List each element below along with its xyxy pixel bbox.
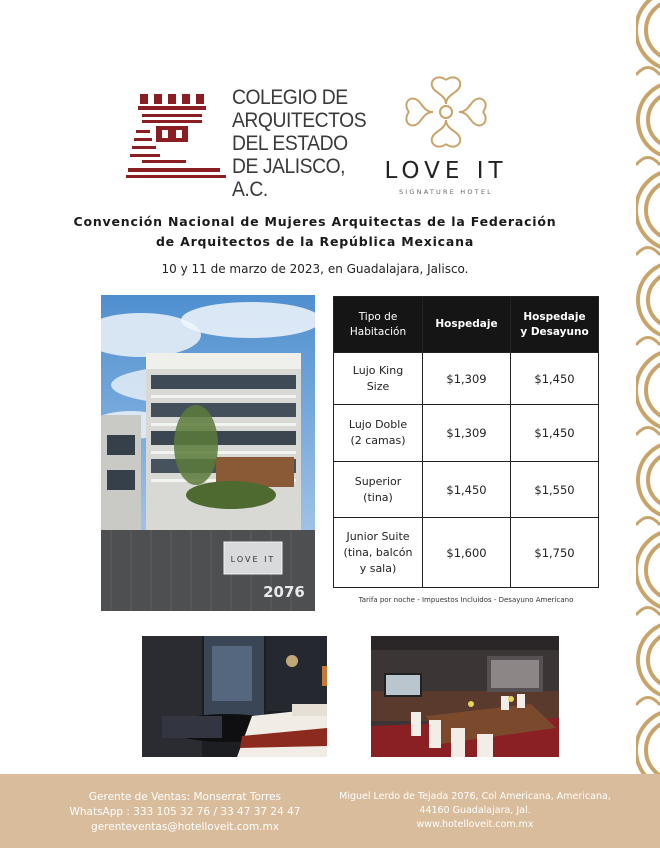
website: www.hotelloveit.com.mx (416, 819, 534, 830)
colegio-arquitectos-logo (126, 82, 367, 201)
love-it-hotel-logo (376, 72, 516, 202)
table-row (334, 353, 599, 405)
sales-contact (40, 790, 330, 835)
event-title-line: Convención Nacional de Mujeres Arquitectas de la Federación (73, 214, 557, 229)
lodging-price: $1,600 (423, 518, 511, 588)
lodging-breakfast-price: $1,450 (511, 353, 599, 405)
lodging-price: $1,309 (423, 353, 511, 405)
header-lodging: Hospedaje (423, 297, 511, 353)
lodging-breakfast-price: $1,550 (511, 462, 599, 518)
room-type-text: (2 camas) (350, 434, 406, 447)
room-type-cell (334, 405, 423, 462)
hotel-subtitle: SIGNATURE HOTEL (398, 188, 493, 196)
colegio-arquitectos-name (232, 86, 366, 201)
event-title (60, 212, 570, 252)
room-type-cell (334, 518, 423, 588)
colegio-name-line: DEL ESTADO (232, 132, 348, 155)
colegio-name-line: DE JALISCO, A.C. (232, 155, 346, 201)
building-number: 2076 (263, 583, 305, 601)
colegio-arquitectos-emblem (126, 86, 226, 182)
footer-contact-bar (0, 774, 660, 848)
header-text: Habitación (349, 325, 407, 338)
header-text: Tipo de (358, 310, 398, 323)
meeting-room-photo (371, 636, 559, 757)
sales-email: gerenteventas@hotelloveit.com.mx (91, 821, 279, 833)
lodging-breakfast-price: $1,450 (511, 405, 599, 462)
header-lodging-breakfast (511, 297, 599, 353)
event-date-place: 10 y 11 de marzo de 2023, en Guadalajara, Jalisco. (161, 262, 469, 276)
header-text: y Desayuno (520, 325, 589, 338)
room-type-text: (tina) (363, 490, 393, 504)
sales-manager: Gerente de Ventas: Monserrat Torres (88, 791, 282, 803)
room-type-text: Lujo Doble (348, 418, 408, 431)
lodging-price: $1,450 (423, 462, 511, 518)
building-sign-label: LOVE IT (230, 555, 276, 564)
table-row (334, 518, 599, 588)
decorative-gold-border (636, 0, 660, 774)
room-type-text: Junior Suite (346, 529, 410, 543)
hotel-building-photo (101, 295, 315, 611)
colegio-name-line: COLEGIO DE (232, 86, 348, 109)
rate-table-note: Tarifa por noche - Impuestos Incluidos - Desayuno Americano (358, 596, 574, 604)
whatsapp-numbers: WhatsApp : 333 105 32 76 / 33 47 37 24 47 (69, 806, 301, 818)
table-row (334, 462, 599, 518)
colegio-name-line: ARQUITECTOS (232, 109, 367, 132)
room-type-text: y sala) (359, 561, 397, 575)
header-text: Hospedaje (523, 310, 586, 323)
event-title-line: de Arquitectos de la República Mexicana (155, 234, 475, 249)
love-it-ornament-icon (401, 72, 491, 152)
lodging-price: $1,309 (423, 405, 511, 462)
room-type-text: Size (366, 379, 390, 393)
room-type-cell (334, 462, 423, 518)
address-line: Miguel Lerdo de Tejada 2076, Col Americana, Americana, (339, 791, 611, 802)
room-type-cell (334, 353, 423, 405)
hotel-name: LOVE IT (384, 158, 508, 184)
header-room-type (334, 297, 423, 353)
table-row (334, 405, 599, 462)
hotel-address (334, 790, 616, 832)
lodging-breakfast-price: $1,750 (511, 518, 599, 588)
room-type-text: (tina, balcón (343, 545, 413, 559)
room-type-text: Lujo King (352, 363, 404, 377)
address-line: 44160 Guadalajara, Jal. (419, 805, 531, 816)
room-rate-table (333, 296, 599, 588)
hotel-room-photo (142, 636, 327, 757)
room-type-text: Superior (354, 474, 402, 488)
rate-table-header-row (334, 297, 599, 353)
